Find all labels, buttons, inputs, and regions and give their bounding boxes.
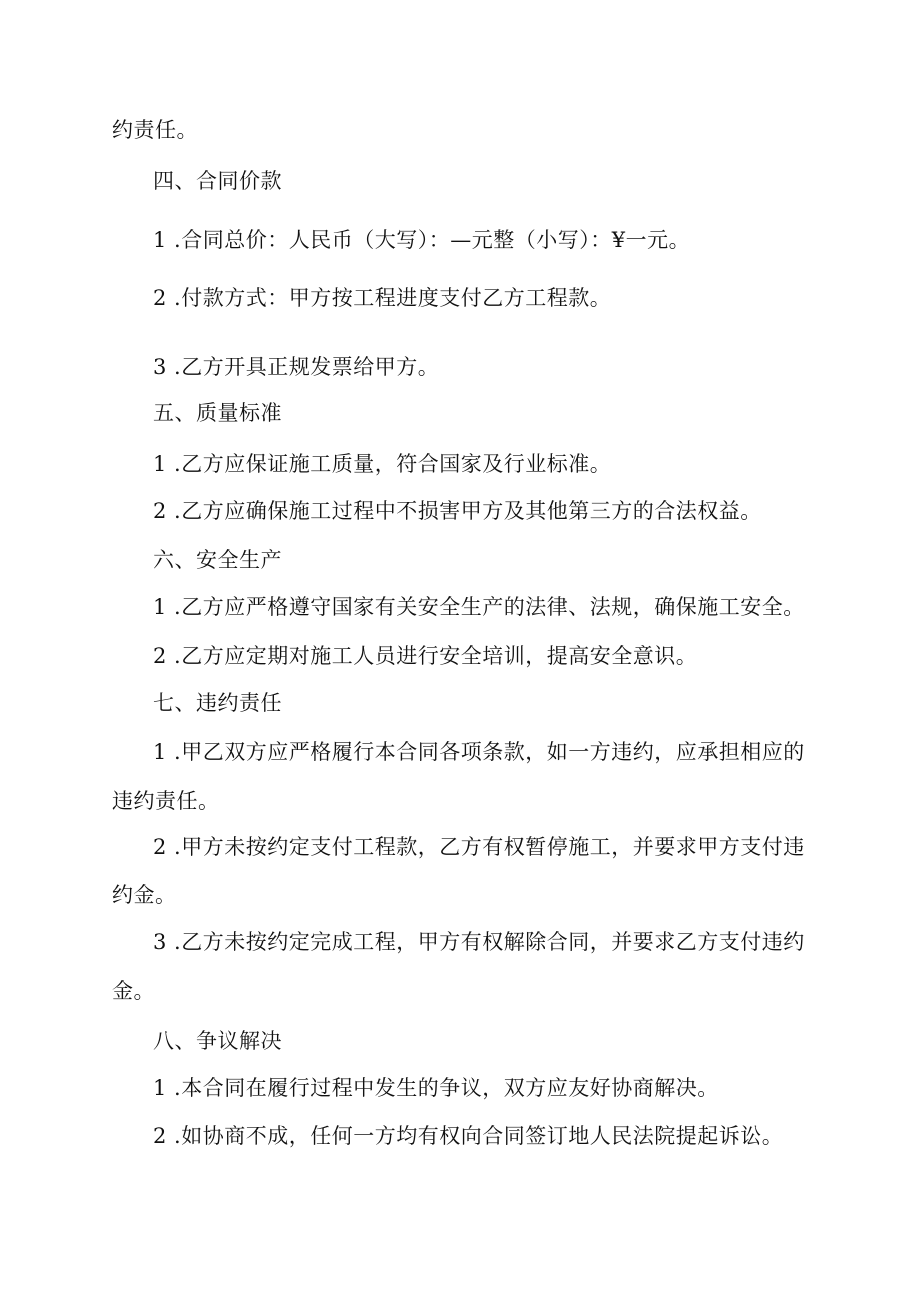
clause-quality-2: 2 .乙方应确保施工过程中不损害甲方及其他第三方的合法权益。 xyxy=(153,499,762,523)
clause-total-price: 1 .合同总价：人民币（大写）：—元整（小写）：¥一元。 xyxy=(153,228,691,252)
clause-safety-1: 1 .乙方应严格遵守国家有关安全生产的法律、法规，确保施工安全。 xyxy=(153,595,805,619)
clause-invoice: 3 .乙方开具正规发票给甲方。 xyxy=(153,355,440,379)
clause-quality-1: 1 .乙方应保证施工质量，符合国家及行业标准。 xyxy=(153,452,612,476)
section-heading-quality-standard: 五、质量标准 xyxy=(153,401,282,425)
clause-dispute-1: 1 .本合同在履行过程中发生的争议，双方应友好协商解决。 xyxy=(153,1076,719,1100)
clause-liability-1-line-2: 违约责任。 xyxy=(112,789,220,813)
section-heading-safety: 六、安全生产 xyxy=(153,548,282,572)
section-heading-liability: 七、违约责任 xyxy=(153,691,282,715)
section-heading-contract-price: 四、合同价款 xyxy=(153,169,282,193)
clause-liability-3-line-1: 3 .乙方未按约定完成工程，甲方有权解除合同，并要求乙方支付违约 xyxy=(153,930,805,954)
clause-dispute-2: 2 .如协商不成，任何一方均有权向合同签订地人民法院提起诉讼。 xyxy=(153,1124,784,1148)
clause-payment-method: 2 .付款方式：甲方按工程进度支付乙方工程款。 xyxy=(153,286,612,310)
clause-safety-2: 2 .乙方应定期对施工人员进行安全培训，提高安全意识。 xyxy=(153,644,698,668)
clause-liability-1-line-1: 1 .甲乙双方应严格履行本合同各项条款，如一方违约，应承担相应的 xyxy=(153,740,805,764)
clause-liability-3-line-2: 金。 xyxy=(112,979,155,1003)
clause-liability-2-line-2: 约金。 xyxy=(112,883,177,907)
clause-liability-2-line-1: 2 .甲方未按约定支付工程款，乙方有权暂停施工，并要求甲方支付违 xyxy=(153,835,805,859)
section-heading-dispute: 八、争议解决 xyxy=(153,1029,282,1053)
continued-text: 约责任。 xyxy=(112,118,198,142)
